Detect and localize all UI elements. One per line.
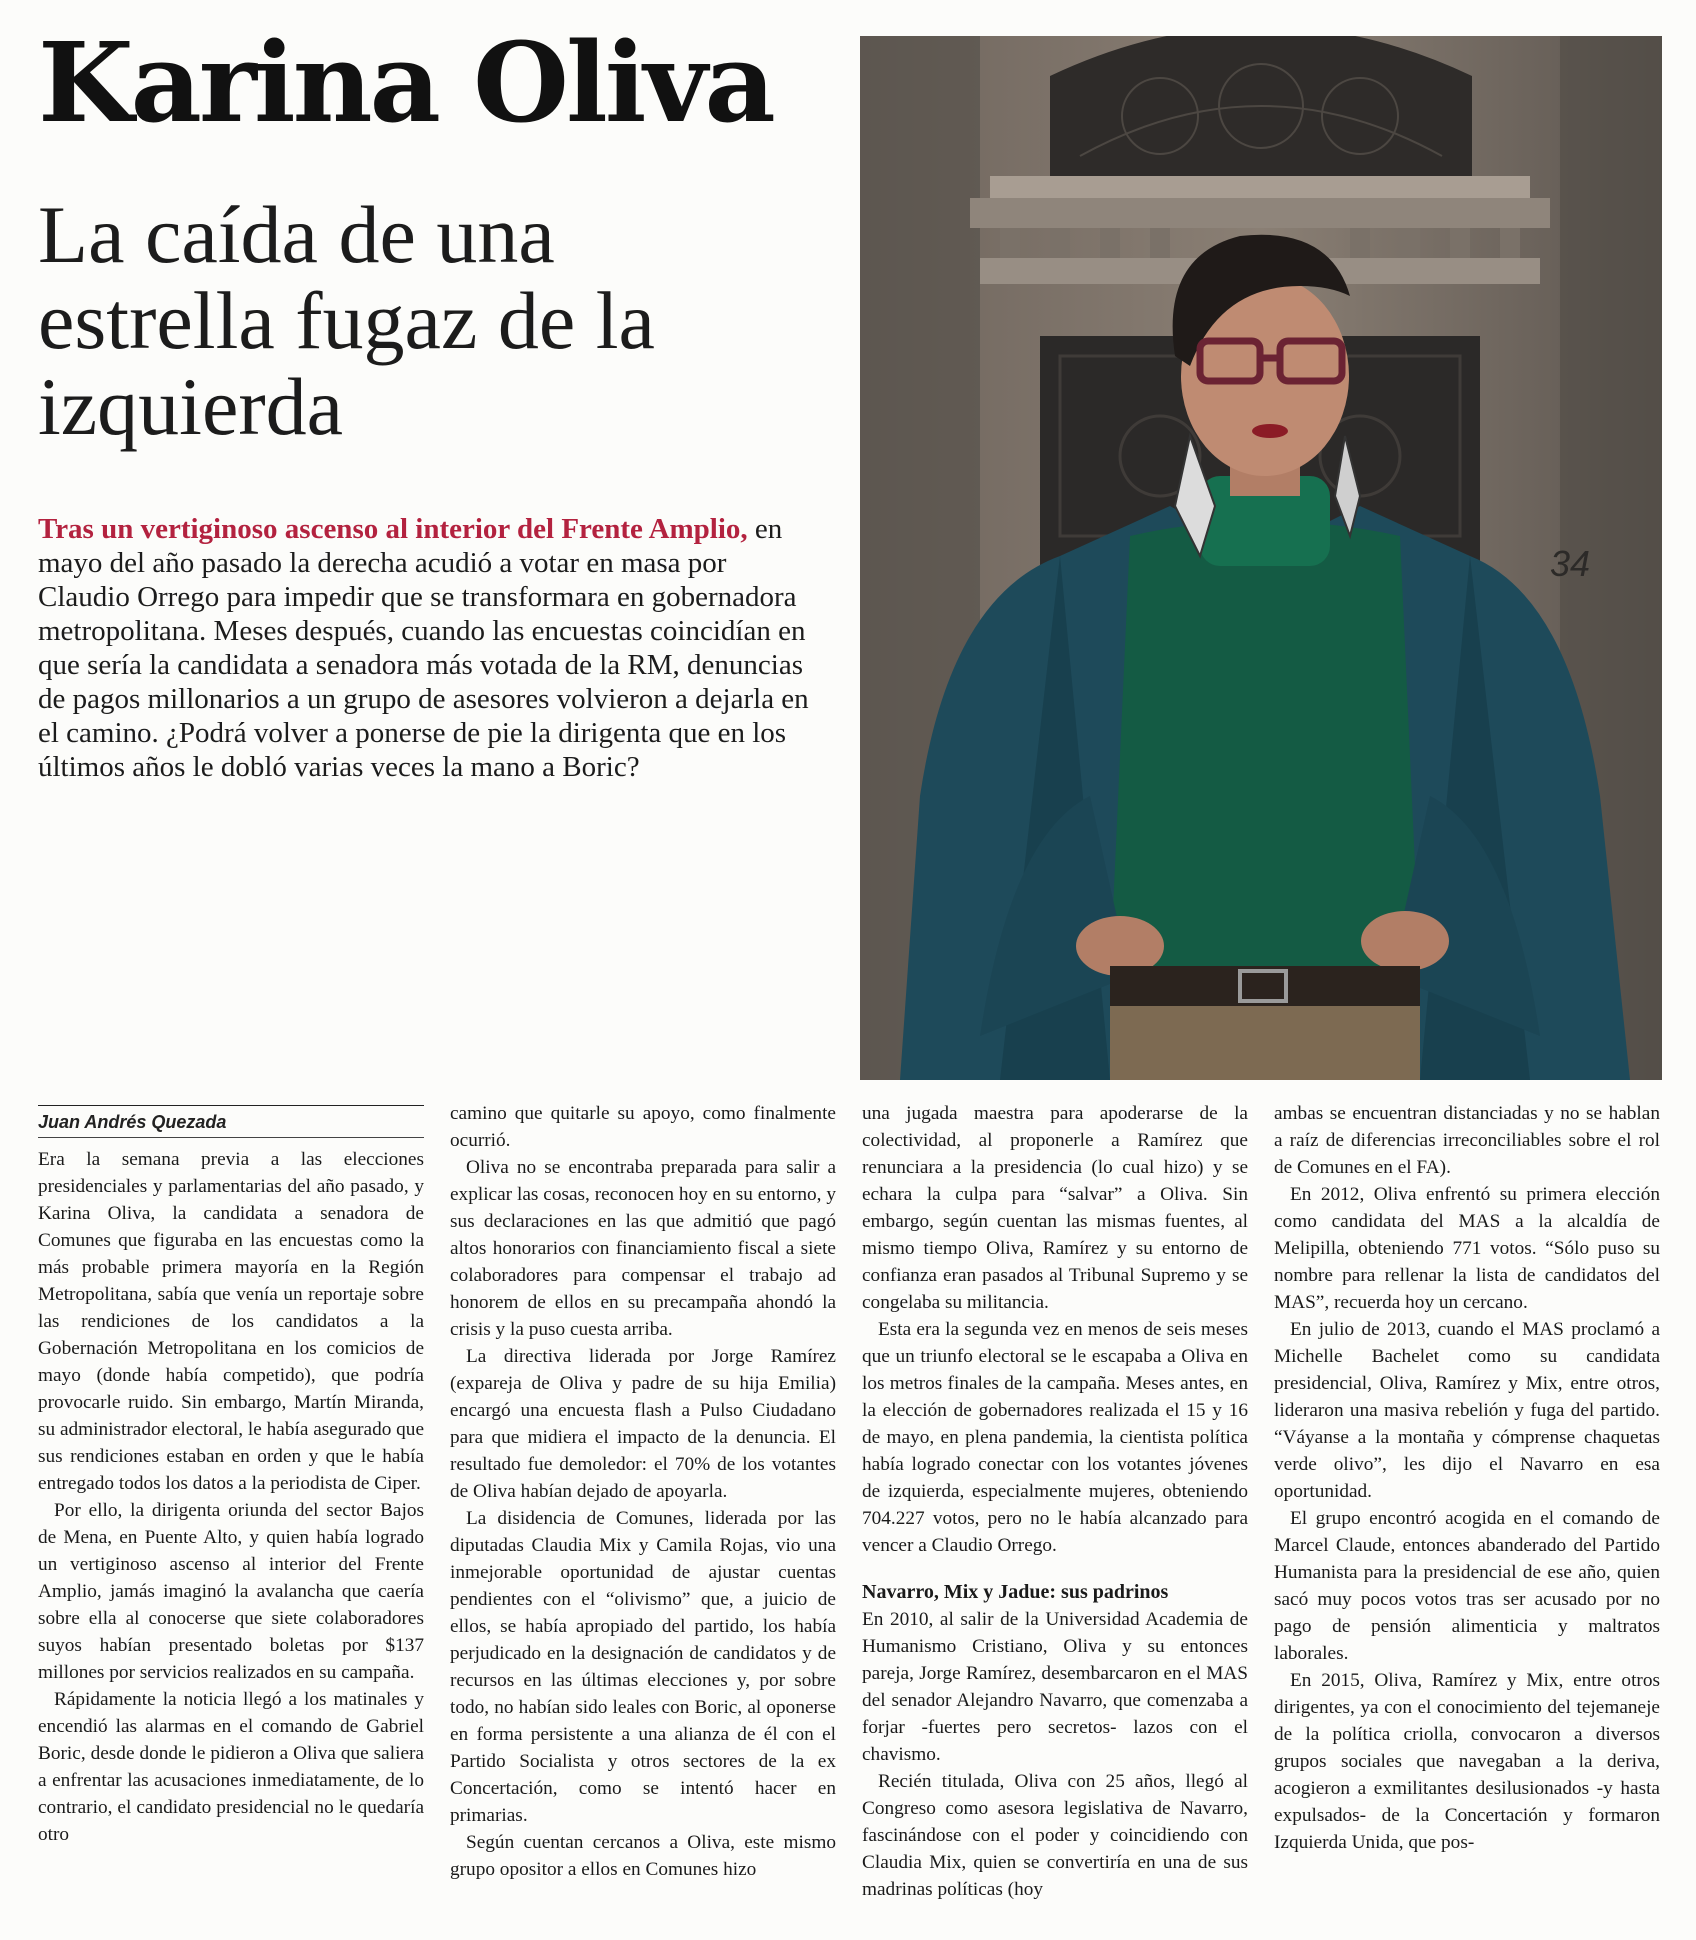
- byline-rule: [38, 1105, 424, 1106]
- paragraph: Según cuentan cercanos a Oliva, este mismo grupo opositor a ellos en Comunes hizo: [450, 1832, 836, 1880]
- paragraph: Rápidamente la noticia llegó a los matinales y encendió las alarmas en el comando de Gabriel Boric, desde donde le pidieron a Oliva que saliera a enfrentar las acusaciones inmediatamente, de lo contrario, el candidato presidencial no le quedaría otro: [38, 1689, 424, 1845]
- paragraph: Esta era la segunda vez en menos de seis meses que un triunfo electoral se le escapaba a Oliva en los metros finales de la campaña. Meses antes, en la elección de gobernadores realizada el 15 y 16 de mayo, en plena pandemia, la cientista política había logrado conectar con los votantes jóvenes de izquierda, especialmente mujeres, obteniendo 704.227 votos, pero no le había alcanzado para vencer a Claudio Orrego.: [862, 1319, 1248, 1556]
- paragraph: Por ello, la dirigenta oriunda del sector Bajos de Mena, en Puente Alto, y quien había logrado un vertiginoso ascenso al interior del Frente Amplio, jamás imaginó la avalancha que caería sobre ella al conocerse que siete colaboradores suyos habían presentado boletas por $137 millones por servicios realizados en su campaña.: [38, 1500, 424, 1683]
- portrait-photo: [860, 36, 1662, 1080]
- paragraph: En 2015, Oliva, Ramírez y Mix, entre otros dirigentes, ya con el conocimiento del tejemaneje de la política criolla, convocaron a diversos grupos sociales que navegaban a la deriva, acogieron a exmilitantes desilusionados -y hasta expulsados- de la Concertación y formaron Izquierda Unida, que pos-: [1274, 1670, 1660, 1853]
- byline-rule-bottom: [38, 1137, 424, 1138]
- paragraph: una jugada maestra para apoderarse de la colectividad, al proponerle a Ramírez que renunciara a la presidencia (lo cual hizo) y se echara la culpa para “salvar” a Oliva. Sin embargo, según cuentan las mismas fuentes, al mismo tiempo Oliva, Ramírez y su entorno de confianza eran pasados al Tribunal Supremo y se congelaba su militancia.: [862, 1103, 1248, 1313]
- column-2: [450, 1100, 836, 1883]
- section-subheading: Navarro, Mix y Jadue: sus padrinos: [862, 1581, 1169, 1603]
- lead-text: en mayo del año pasado la derecha acudió a votar en masa por Claudio Orrego para impedir que se transformara en gobernadora metropolitana. Meses después, cuando las encuestas coincidían en que sería la candidata a senadora más votada de la RM, denuncias de pagos millonarios a un grupo de asesores volvieron a dejarla en el camino. ¿Podrá volver a ponerse de pie la dirigenta que en los últimos años le dobló varias veces la mano a Boric?: [38, 513, 809, 783]
- byline: Juan Andrés Quezada: [38, 1112, 227, 1132]
- paragraph: Era la semana previa a las elecciones presidenciales y parlamentarias del año pasado, y Karina Oliva, la candidata a senadora de Comunes que figuraba en las encuestas como la más probable primera mayoría en la Región Metropolitana, sabía que venía un reportaje sobre las rendiciones de los candidatos a la Gobernación Metropolitana en los comicios de mayo (donde había competido), que podría provocarle ruido. Sin embargo, Martín Miranda, su administrador electoral, le había asegurado que sus rendiciones estaban en orden y que le había entregado todos los datos a la periodista de Ciper.: [38, 1149, 425, 1494]
- wall-number: 34: [1550, 543, 1591, 584]
- column-1: [38, 1146, 424, 1848]
- paragraph: ambas se encuentran distanciadas y no se hablan a raíz de diferencias irreconciliables sobre el rol de Comunes en el FA).: [1274, 1103, 1660, 1178]
- paragraph: camino que quitarle su apoyo, como finalmente ocurrió.: [450, 1103, 836, 1151]
- paragraph: Recién titulada, Oliva con 25 años, llegó al Congreso como asesora legislativa de Navarro, fascinándose con el poder y coincidiendo con Claudia Mix, quien se convertiría en una de sus madrinas políticas (hoy: [862, 1771, 1248, 1900]
- lead-paragraph: [38, 512, 818, 784]
- paragraph: Oliva no se encontraba preparada para salir a explicar las cosas, reconocen hoy en su entorno, y sus declaraciones en las que admitió que pagó altos honorarios con financiamiento fiscal a siete colaboradores para compensar el trabajo ad honorem de ellos en su precampaña ahondó la crisis y la puso cuesta arriba.: [450, 1157, 836, 1340]
- lead-highlight: Tras un vertiginoso ascenso al interior del Frente Amplio,: [38, 513, 748, 545]
- paragraph: La directiva liderada por Jorge Ramírez (expareja de Oliva y padre de su hija Emilia) encargó una encuesta flash a Pulso Ciudadano para que midiera el impacto de la denuncia. El resultado fue demoledor: el 70% de los votantes de Oliva habían dejado de apoyarla.: [450, 1346, 836, 1502]
- column-3: [862, 1100, 1248, 1903]
- headline: Karina Oliva: [38, 18, 773, 147]
- subheadline: La caída de una estrella fugaz de la izquierda: [38, 189, 655, 452]
- paragraph: En julio de 2013, cuando el MAS proclamó a Michelle Bachelet como su candidata presidencial, Oliva, Ramírez y Mix, entre otros, lideraron una masiva rebelión y fuga del partido. “Váyanse a la montaña y cómprense chaquetas verde olivo”, les dijo el Navarro en esa oportunidad.: [1274, 1319, 1660, 1502]
- paragraph: En 2010, al salir de la Universidad Academia de Humanismo Cristiano, Oliva y su entonces pareja, Jorge Ramírez, desembarcaron en el MAS del senador Alejandro Navarro, que comenzaba a forjar -fuertes pero secretos- lazos con el chavismo.: [862, 1609, 1248, 1765]
- paragraph: En 2012, Oliva enfrentó su primera elección como candidata del MAS a la alcaldía de Melipilla, obteniendo 771 votos. “Sólo puso su nombre para rellenar la lista de candidatos del MAS”, recuerda hoy un cercano.: [1274, 1184, 1660, 1313]
- paragraph: La disidencia de Comunes, liderada por las diputadas Claudia Mix y Camila Rojas, vio una inmejorable oportunidad de ajustar cuentas pendientes con el “olivismo” que, a juicio de ellos, se había apropiado del partido, los había perjudicado en la designación de candidatos y de recursos en las últimas elecciones y, por sobre todo, no habían sido leales con Boric, al oponerse en forma persistente a una alianza de él con el Partido Socialista y otros sectores de la ex Concertación, como se intentó hacer en primarias.: [450, 1508, 836, 1826]
- paragraph: El grupo encontró acogida en el comando de Marcel Claude, entonces abanderado del Partido Humanista para la presidencial de ese año, quien sacó muy pocos votos tras ser acusado por no pago de pensión alimenticia y maltratos laborales.: [1274, 1508, 1660, 1664]
- column-4: [1274, 1100, 1660, 1856]
- portrait-illustration: [860, 36, 1662, 1080]
